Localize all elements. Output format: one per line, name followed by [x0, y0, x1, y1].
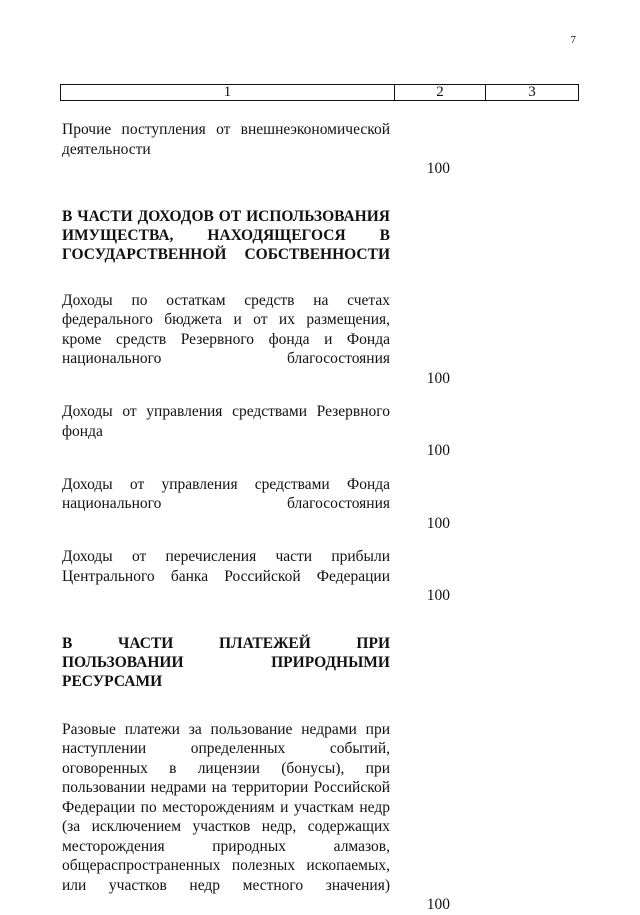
revenue-item-text: Разовые платежи за пользование недрами при наступлении определенных событий, оговоренных в лицензии (бонусы), при пользовании недрами на территории Российской Федерации по месторождениям и участкам недр (за исключением участков недр, содержащих месторождения природных алмазов, общераспространенных полезных ископаемых, или участков недр местного значения) [62, 720, 390, 894]
page-number: 7 [570, 34, 576, 46]
column-header-table [60, 84, 579, 101]
revenue-item-value: 100 [426, 587, 450, 604]
section-heading: В ЧАСТИ ПЛАТЕЖЕЙ ПРИ ПОЛЬЗОВАНИИ ПРИРОДНЫМИ РЕСУРСАМИ [62, 634, 390, 690]
revenue-item-value: 100 [426, 160, 450, 177]
column-header-3: 3 [528, 84, 536, 100]
revenue-item-text: Прочие поступления от внешнеэкономической деятельности [62, 121, 390, 158]
revenue-item [0, 720, 640, 915]
revenue-item-value: 100 [426, 896, 450, 913]
revenue-item [0, 291, 640, 389]
column-header-2: 2 [395, 85, 486, 100]
revenue-item [0, 547, 640, 606]
revenue-item [0, 475, 640, 534]
revenue-item-value: 100 [426, 442, 450, 459]
revenue-item [0, 120, 640, 179]
section-heading: В ЧАСТИ ДОХОДОВ ОТ ИСПОЛЬЗОВАНИЯ ИМУЩЕСТВА, НАХОДЯЩЕГОСЯ В ГОСУДАРСТВЕННОЙ СОБСТВЕННОСТИ [62, 207, 390, 263]
revenue-item-text: Доходы от перечисления части прибыли Центрального банка Российской Федерации [62, 548, 390, 585]
revenue-item-text: Доходы от управления средствами Фонда национального благосостояния [62, 475, 390, 512]
revenue-item-text: Доходы по остаткам средств на счетах федерального бюджета и от их размещения, кроме средств Резервного фонда и Фонда национального благосостояния [62, 291, 390, 367]
column-header-1: 1 [61, 85, 395, 100]
revenue-item [0, 402, 640, 461]
revenue-item-value: 100 [426, 514, 450, 532]
revenue-item-value: 100 [426, 369, 450, 387]
revenue-item-text: Доходы от управления средствами Резервного фонда [62, 403, 390, 440]
document-body [0, 120, 640, 915]
